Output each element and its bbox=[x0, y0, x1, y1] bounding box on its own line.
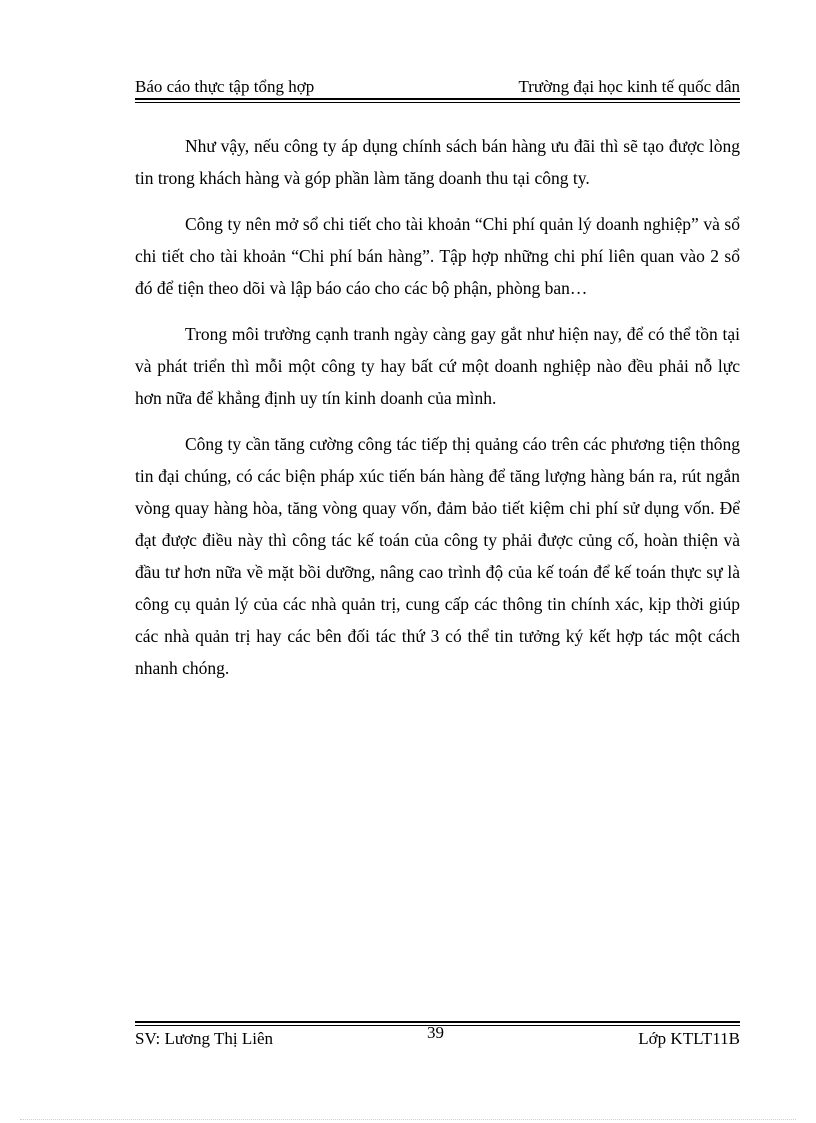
page-edge-divider bbox=[20, 1119, 796, 1120]
footer-class-code: Lớp KTLT11B bbox=[638, 1029, 740, 1048]
page-number: 39 bbox=[427, 1023, 444, 1042]
header-university-name: Trường đại học kinh tế quốc dân bbox=[518, 77, 740, 96]
body-text bbox=[135, 130, 740, 698]
paragraph: Trong môi trường cạnh tranh ngày càng gay gắt như hiện nay, để có thể tồn tại và phát triển thì mỗi một công ty hay bất cứ một doanh nghiệp nào đều phải nỗ lực hơn nữa để khẳng định uy tín kinh doanh của mình. bbox=[135, 324, 740, 408]
page-footer bbox=[135, 1023, 740, 1051]
paragraph: Công ty cần tăng cường công tác tiếp thị quảng cáo trên các phương tiện thông tin đại chúng, có các biện pháp xúc tiến bán hàng để tăng lượng hàng bán ra, rút ngắn vòng quay hàng hòa, tăng vòng quay vốn, đảm bảo tiết kiệm chi phí sử dụng vốn. Để đạt được điều này thì công tác kế toán của công ty phải được củng cố, hoàn thiện và đầu tư hơn nữa về mặt bồi dưỡng, nâng cao trình độ của kế toán để kế toán thực sự là công cụ quản lý của các nhà quản trị, cung cấp các thông tin chính xác, kịp thời giúp các nhà quản trị hay các bên đối tác thứ 3 có thể tin tưởng ký kết hợp tác một cách nhanh chóng. bbox=[135, 434, 740, 678]
paragraph: Như vậy, nếu công ty áp dụng chính sách bán hàng ưu đãi thì sẽ tạo được lòng tin trong khách hàng và góp phần làm tăng doanh thu tại công ty. bbox=[135, 136, 740, 188]
page-header bbox=[135, 76, 740, 100]
footer-student-name: SV: Lương Thị Liên bbox=[135, 1029, 273, 1048]
header-rule bbox=[135, 98, 740, 100]
header-rule-secondary bbox=[135, 102, 740, 103]
header-report-title: Báo cáo thực tập tổng hợp bbox=[135, 77, 315, 96]
paragraph: Công ty nên mở sổ chi tiết cho tài khoản “Chi phí quản lý doanh nghiệp” và sổ chi tiết cho tài khoản “Chi phí bán hàng”. Tập hợp những chi phí liên quan vào 2 sổ đó để tiện theo dõi và lập báo cáo cho các bộ phận, phòng ban… bbox=[135, 214, 740, 298]
